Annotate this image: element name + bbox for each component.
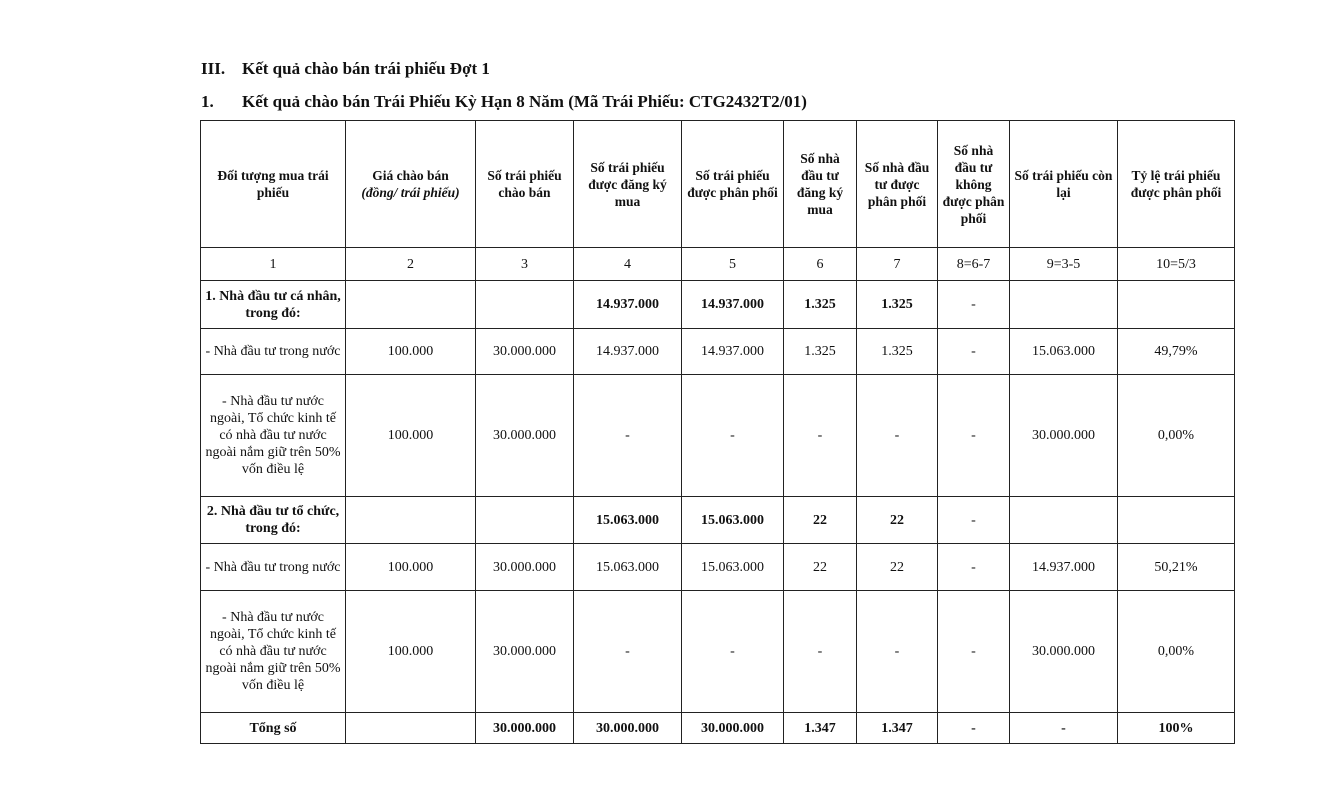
- row-label: 1. Nhà đầu tư cá nhân, trong đó:: [201, 281, 346, 329]
- cell-ratio: 100%: [1118, 713, 1235, 744]
- cell-remaining: 15.063.000: [1010, 329, 1118, 375]
- cell-investors-registered: 1.347: [784, 713, 857, 744]
- table-row: [201, 281, 1235, 329]
- cell-registered: 30.000.000: [574, 713, 682, 744]
- header-offered: Số trái phiếu chào bán: [476, 121, 574, 248]
- cell-investors-distributed: 22: [857, 497, 938, 544]
- cell-remaining: 14.937.000: [1010, 544, 1118, 591]
- cell-price: 100.000: [346, 544, 476, 591]
- index-cell: 3: [476, 248, 574, 281]
- subsection-number: 1.: [201, 92, 214, 111]
- cell-price: 100.000: [346, 329, 476, 375]
- cell-distributed: -: [682, 375, 784, 497]
- cell-distributed: 30.000.000: [682, 713, 784, 744]
- cell-distributed: 15.063.000: [682, 497, 784, 544]
- cell-investors-not-distributed: -: [938, 544, 1010, 591]
- cell-investors-distributed: 1.325: [857, 329, 938, 375]
- index-cell: 5: [682, 248, 784, 281]
- cell-investors-not-distributed: -: [938, 497, 1010, 544]
- cell-offered: [476, 281, 574, 329]
- cell-offered: 30.000.000: [476, 544, 574, 591]
- subsection-heading: [201, 92, 807, 112]
- row-label: - Nhà đầu tư trong nước: [201, 329, 346, 375]
- row-label: - Nhà đầu tư nước ngoài, Tổ chức kinh tế có nhà đầu tư nước ngoài nắm giữ trên 50% vốn điều lệ: [201, 591, 346, 713]
- table-row: [201, 544, 1235, 591]
- cell-distributed: 14.937.000: [682, 281, 784, 329]
- cell-registered: 14.937.000: [574, 281, 682, 329]
- header-row: [201, 121, 1235, 248]
- index-cell: 8=6-7: [938, 248, 1010, 281]
- cell-ratio: [1118, 497, 1235, 544]
- cell-ratio: 50,21%: [1118, 544, 1235, 591]
- header-registered: Số trái phiếu được đăng ký mua: [574, 121, 682, 248]
- table-row: [201, 591, 1235, 713]
- index-cell: 1: [201, 248, 346, 281]
- cell-ratio: [1118, 281, 1235, 329]
- header-buyer: Đối tượng mua trái phiếu: [201, 121, 346, 248]
- cell-investors-not-distributed: -: [938, 375, 1010, 497]
- cell-offered: 30.000.000: [476, 591, 574, 713]
- cell-ratio: 0,00%: [1118, 591, 1235, 713]
- row-label: - Nhà đầu tư trong nước: [201, 544, 346, 591]
- index-cell: 2: [346, 248, 476, 281]
- table-row: [201, 375, 1235, 497]
- cell-investors-registered: 22: [784, 544, 857, 591]
- subsection-title: Kết quả chào bán Trái Phiếu Kỳ Hạn 8 Năm (Mã Trái Phiếu: CTG2432T2/01): [242, 92, 807, 111]
- header-investors-registered: Số nhà đầu tư đăng ký mua: [784, 121, 857, 248]
- cell-offered: 30.000.000: [476, 329, 574, 375]
- cell-registered: 14.937.000: [574, 329, 682, 375]
- cell-registered: 15.063.000: [574, 497, 682, 544]
- cell-price: [346, 497, 476, 544]
- cell-investors-not-distributed: -: [938, 713, 1010, 744]
- cell-investors-distributed: 1.325: [857, 281, 938, 329]
- cell-offered: 30.000.000: [476, 713, 574, 744]
- header-investors-distributed: Số nhà đầu tư được phân phối: [857, 121, 938, 248]
- cell-remaining: -: [1010, 713, 1118, 744]
- index-cell: 9=3-5: [1010, 248, 1118, 281]
- cell-distributed: -: [682, 591, 784, 713]
- index-cell: 10=5/3: [1118, 248, 1235, 281]
- header-remaining: Số trái phiếu còn lại: [1010, 121, 1118, 248]
- total-row: [201, 713, 1235, 744]
- cell-investors-registered: 1.325: [784, 281, 857, 329]
- cell-remaining: [1010, 497, 1118, 544]
- row-label: 2. Nhà đầu tư tổ chức, trong đó:: [201, 497, 346, 544]
- cell-investors-registered: -: [784, 375, 857, 497]
- section-number: III.: [201, 59, 226, 78]
- cell-investors-distributed: 22: [857, 544, 938, 591]
- section-title: Kết quả chào bán trái phiếu Đợt 1: [242, 59, 490, 78]
- header-price-unit: (đồng/ trái phiếu): [361, 185, 460, 200]
- cell-registered: -: [574, 591, 682, 713]
- cell-price: 100.000: [346, 375, 476, 497]
- table-row: [201, 329, 1235, 375]
- cell-distributed: 15.063.000: [682, 544, 784, 591]
- header-distributed: Số trái phiếu được phân phối: [682, 121, 784, 248]
- row-label: - Nhà đầu tư nước ngoài, Tổ chức kinh tế có nhà đầu tư nước ngoài nắm giữ trên 50% vốn điều lệ: [201, 375, 346, 497]
- cell-ratio: 49,79%: [1118, 329, 1235, 375]
- cell-price: [346, 713, 476, 744]
- table-row: [201, 497, 1235, 544]
- cell-remaining: [1010, 281, 1118, 329]
- cell-price: 100.000: [346, 591, 476, 713]
- index-row: [201, 248, 1235, 281]
- cell-registered: -: [574, 375, 682, 497]
- index-cell: 7: [857, 248, 938, 281]
- header-price: [346, 121, 476, 248]
- header-ratio: Tỷ lệ trái phiếu được phân phối: [1118, 121, 1235, 248]
- cell-registered: 15.063.000: [574, 544, 682, 591]
- cell-offered: [476, 497, 574, 544]
- cell-remaining: 30.000.000: [1010, 591, 1118, 713]
- cell-distributed: 14.937.000: [682, 329, 784, 375]
- cell-investors-not-distributed: -: [938, 591, 1010, 713]
- cell-remaining: 30.000.000: [1010, 375, 1118, 497]
- header-investors-not-distributed: Số nhà đầu tư không được phân phối: [938, 121, 1010, 248]
- cell-investors-distributed: -: [857, 591, 938, 713]
- cell-investors-registered: -: [784, 591, 857, 713]
- section-heading: [201, 59, 490, 79]
- cell-investors-distributed: 1.347: [857, 713, 938, 744]
- cell-investors-registered: 22: [784, 497, 857, 544]
- cell-investors-not-distributed: -: [938, 281, 1010, 329]
- cell-price: [346, 281, 476, 329]
- cell-offered: 30.000.000: [476, 375, 574, 497]
- index-cell: 4: [574, 248, 682, 281]
- bond-offering-results-table: [200, 120, 1235, 744]
- cell-investors-distributed: -: [857, 375, 938, 497]
- cell-investors-registered: 1.325: [784, 329, 857, 375]
- cell-investors-not-distributed: -: [938, 329, 1010, 375]
- cell-ratio: 0,00%: [1118, 375, 1235, 497]
- total-label: Tổng số: [201, 713, 346, 744]
- header-price-label: Giá chào bán: [372, 168, 449, 183]
- index-cell: 6: [784, 248, 857, 281]
